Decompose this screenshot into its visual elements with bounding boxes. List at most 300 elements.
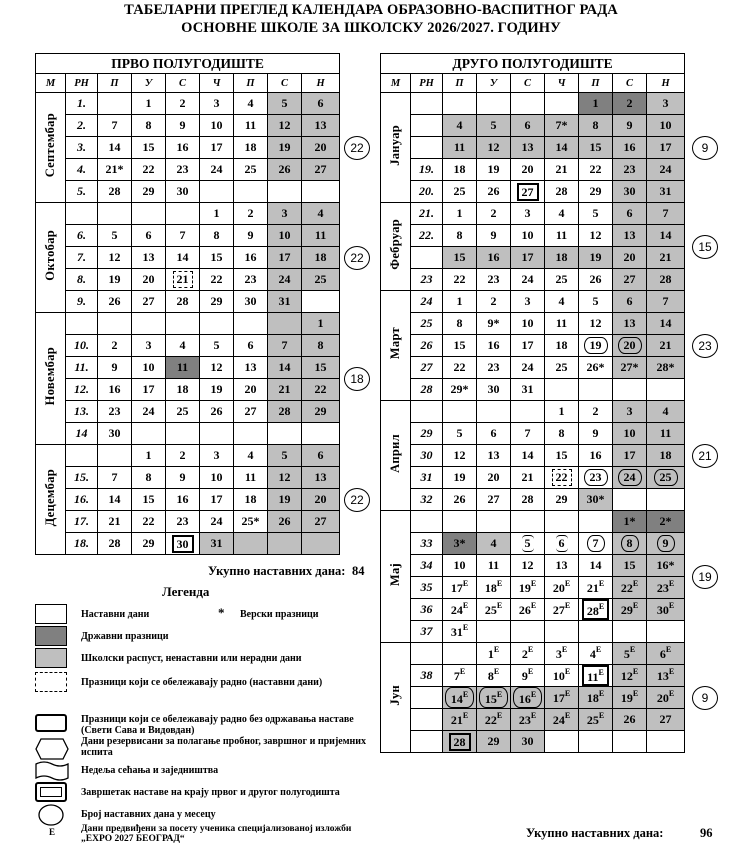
day-cell: 13 <box>302 467 340 489</box>
legend-state-holidays <box>35 626 375 648</box>
day-cell <box>647 379 685 401</box>
day-cell: 28 <box>647 269 685 291</box>
week-number <box>411 93 443 115</box>
month-name <box>381 511 411 643</box>
teaching-days-count: 9 <box>692 686 718 710</box>
day-cell: 13 <box>613 225 647 247</box>
week-number: 25 <box>411 313 443 335</box>
legend-expo-days <box>35 824 375 846</box>
day-cell: 13 <box>302 115 340 137</box>
day-cell <box>443 93 477 115</box>
day-cell <box>98 313 132 335</box>
day-cell: $20^E$ <box>647 687 685 709</box>
day-cell: 1 <box>443 291 477 313</box>
second_semester-title: ДРУГО ПОЛУГОДИШТЕ <box>381 54 685 74</box>
day-cell: 2 <box>234 203 268 225</box>
day-cell: $1^E$ <box>477 643 511 665</box>
week-row <box>36 203 340 225</box>
day-cell: 3 <box>511 291 545 313</box>
legend-school-break <box>35 648 375 670</box>
day-cell: 26 <box>200 401 234 423</box>
day-cell: 15 <box>613 555 647 577</box>
day-cell: 16 <box>613 137 647 159</box>
day-cell: 10 <box>268 225 302 247</box>
day-cell: $17^E$ <box>545 687 579 709</box>
day-cell: 12 <box>579 313 613 335</box>
day-cell: 2 <box>166 93 200 115</box>
day-cell: 15 <box>443 247 477 269</box>
day-marker: 19 <box>584 337 608 354</box>
day-cell: 9 <box>613 115 647 137</box>
day-cell: 10 <box>511 313 545 335</box>
day-cell: 16 <box>234 247 268 269</box>
day-cell: 12 <box>477 137 511 159</box>
legend-swatch-dark <box>35 626 67 646</box>
week-row <box>36 247 340 269</box>
day-cell: 13 <box>234 357 268 379</box>
day-cell: 1* <box>613 511 647 533</box>
day-cell <box>647 621 685 643</box>
day-cell: 8 <box>579 115 613 137</box>
day-cell: 17 <box>268 247 302 269</box>
day-cell: 24 <box>511 269 545 291</box>
week-row <box>381 687 685 709</box>
day-cell: 28 <box>98 181 132 203</box>
legend-label: Недеља сећања и заједништва <box>81 765 219 776</box>
day-cell: 27* <box>613 357 647 379</box>
day-cell: 10 <box>613 423 647 445</box>
day-cell <box>443 643 477 665</box>
week-row <box>381 511 685 533</box>
week-number: 18. <box>66 533 98 555</box>
day-cell <box>511 181 545 203</box>
day-cell: $24^E$ <box>545 709 579 731</box>
day-cell: 21 <box>98 511 132 533</box>
day-cell: 13 <box>613 313 647 335</box>
month-label: Децембар <box>43 468 57 527</box>
day-marker: 5 <box>522 535 534 552</box>
day-cell <box>579 533 613 555</box>
day-cell: 6 <box>613 291 647 313</box>
column-header: С <box>166 74 200 93</box>
week-row <box>381 599 685 621</box>
day-marker: $11^E$ <box>582 665 609 686</box>
day-cell: 29 <box>200 291 234 313</box>
week-number: 24 <box>411 291 443 313</box>
day-cell: 20 <box>613 247 647 269</box>
day-cell <box>511 533 545 555</box>
legend-expo-mark: Е <box>49 827 56 837</box>
day-cell: 18 <box>234 489 268 511</box>
legend-label: Број наставних дана у месецу <box>81 809 216 820</box>
day-cell: 12 <box>268 115 302 137</box>
day-cell: 4 <box>545 203 579 225</box>
legend-swatch-double-box <box>35 782 67 802</box>
week-number: 22. <box>411 225 443 247</box>
day-cell <box>166 203 200 225</box>
column-header: У <box>477 74 511 93</box>
day-cell <box>511 621 545 643</box>
column-header: С <box>268 74 302 93</box>
day-cell: 19 <box>477 159 511 181</box>
day-cell: $13^E$ <box>647 665 685 687</box>
day-cell: 14 <box>647 313 685 335</box>
column-header: У <box>132 74 166 93</box>
day-cell: 22 <box>200 269 234 291</box>
month-name <box>381 643 411 753</box>
day-cell: 4 <box>545 291 579 313</box>
week-row <box>36 445 340 467</box>
day-cell: $21^E$ <box>579 577 613 599</box>
day-cell: 1 <box>200 203 234 225</box>
day-cell: 5 <box>268 445 302 467</box>
day-cell: 7 <box>98 467 132 489</box>
day-cell: 21* <box>98 159 132 181</box>
month-name <box>381 291 411 401</box>
week-row <box>36 137 340 159</box>
week-number: 17. <box>66 511 98 533</box>
second-semester-total-label: Укупно наставних дана: <box>526 826 664 840</box>
week-number: 30 <box>411 445 443 467</box>
column-header: П <box>98 74 132 93</box>
day-cell: 14 <box>98 137 132 159</box>
legend-label: Дани резервисани за полагање пробног, завршног и пријемних испита <box>81 736 367 758</box>
day-cell <box>98 445 132 467</box>
day-cell <box>613 379 647 401</box>
week-number: 7. <box>66 247 98 269</box>
day-cell: 15 <box>200 247 234 269</box>
day-marker: 7 <box>587 535 605 552</box>
day-cell: $17^E$ <box>443 577 477 599</box>
day-cell: 24 <box>647 159 685 181</box>
day-cell: 22 <box>132 159 166 181</box>
day-cell: 3 <box>613 401 647 423</box>
week-row <box>381 489 685 511</box>
day-cell: 18 <box>647 445 685 467</box>
legend-remembrance-week <box>35 760 375 782</box>
week-number: 20. <box>411 181 443 203</box>
day-cell: 2 <box>613 93 647 115</box>
day-cell <box>477 621 511 643</box>
day-cell: 25* <box>234 511 268 533</box>
day-cell: 27 <box>613 269 647 291</box>
day-cell: 15 <box>132 489 166 511</box>
day-cell: 26 <box>477 181 511 203</box>
day-cell: 18 <box>545 247 579 269</box>
day-cell <box>234 181 268 203</box>
day-cell: 17 <box>200 489 234 511</box>
legend-label: Наставни дани <box>81 609 150 620</box>
column-header: М <box>381 74 411 93</box>
day-cell: 10 <box>200 467 234 489</box>
day-cell: 6 <box>132 225 166 247</box>
day-cell: 2* <box>647 511 685 533</box>
day-cell: 16* <box>647 555 685 577</box>
day-cell: 5 <box>98 225 132 247</box>
week-row <box>381 533 685 555</box>
day-cell: 18 <box>234 137 268 159</box>
legend-label: Дани предвиђени за посету ученика специјализованој изложби „EXPO 2027 БЕОГРАД“ <box>81 824 352 844</box>
day-cell: 15 <box>545 445 579 467</box>
day-cell: 2 <box>477 291 511 313</box>
week-row <box>381 467 685 489</box>
day-cell: 11 <box>545 225 579 247</box>
week-row <box>381 137 685 159</box>
day-cell <box>613 731 647 753</box>
day-marker: 28 <box>449 733 471 751</box>
day-cell: 20 <box>477 467 511 489</box>
day-cell: 5 <box>443 423 477 445</box>
month-label: Јануар <box>388 125 402 166</box>
circle-icon <box>38 804 64 826</box>
day-cell: 8 <box>132 115 166 137</box>
week-number: 31 <box>411 467 443 489</box>
column-header: РН <box>66 74 98 93</box>
day-cell: 24 <box>200 159 234 181</box>
day-cell: $23^E$ <box>647 577 685 599</box>
week-row <box>381 269 685 291</box>
day-cell: $25^E$ <box>579 709 613 731</box>
day-cell: 21 <box>511 467 545 489</box>
day-cell: $7^E$ <box>443 665 477 687</box>
week-row <box>381 115 685 137</box>
day-cell: $22^E$ <box>613 577 647 599</box>
day-cell: 3* <box>443 533 477 555</box>
week-row <box>36 313 340 335</box>
day-cell <box>302 533 340 555</box>
day-cell: 9 <box>234 225 268 247</box>
day-cell: 5 <box>200 335 234 357</box>
week-row <box>381 181 685 203</box>
day-cell <box>477 511 511 533</box>
day-marker: 21 <box>173 271 193 288</box>
day-cell <box>613 467 647 489</box>
day-cell: 20 <box>132 269 166 291</box>
day-cell: 19 <box>98 269 132 291</box>
first-semester-total-label: Укупно наставних дана: <box>208 564 346 578</box>
day-cell: 13 <box>545 555 579 577</box>
month-name <box>36 313 66 445</box>
column-header: М <box>36 74 66 93</box>
week-row <box>36 93 340 115</box>
day-cell: $12^E$ <box>613 665 647 687</box>
day-cell: $9^E$ <box>511 665 545 687</box>
day-cell: $21^E$ <box>443 709 477 731</box>
day-cell: 4 <box>443 115 477 137</box>
day-marker: $15^E$ <box>479 687 508 708</box>
day-cell <box>545 511 579 533</box>
column-header: РН <box>411 74 443 93</box>
week-row <box>381 335 685 357</box>
day-cell: 17 <box>511 247 545 269</box>
day-cell: 5 <box>477 115 511 137</box>
second-semester-total: 96 <box>700 826 713 840</box>
day-cell: 25 <box>234 159 268 181</box>
week-number: 29 <box>411 423 443 445</box>
day-cell: 16 <box>579 445 613 467</box>
day-cell: 1 <box>443 203 477 225</box>
day-cell: $18^E$ <box>579 687 613 709</box>
day-cell: $25^E$ <box>477 599 511 621</box>
month-label: Април <box>388 434 402 473</box>
day-cell: 15 <box>302 357 340 379</box>
month-name <box>381 203 411 291</box>
day-cell: 7 <box>98 115 132 137</box>
week-number: 21. <box>411 203 443 225</box>
day-cell: 22 <box>443 269 477 291</box>
day-cell <box>477 687 511 709</box>
column-header: П <box>234 74 268 93</box>
day-cell: 17 <box>132 379 166 401</box>
week-row <box>36 115 340 137</box>
day-cell: 30 <box>166 181 200 203</box>
day-cell: $22^E$ <box>477 709 511 731</box>
day-cell: 3 <box>268 203 302 225</box>
month-label: Новембар <box>43 347 57 406</box>
week-number: 23 <box>411 269 443 291</box>
day-cell <box>647 467 685 489</box>
week-number: 19. <box>411 159 443 181</box>
day-cell: 7 <box>647 203 685 225</box>
column-header: Ч <box>545 74 579 93</box>
day-cell: 28 <box>98 533 132 555</box>
legend-swatch-dashed <box>35 672 67 692</box>
week-number: 8. <box>66 269 98 291</box>
first_semester-title: ПРВО ПОЛУГОДИШТЕ <box>36 54 340 74</box>
day-cell: 29* <box>443 379 477 401</box>
day-cell <box>579 511 613 533</box>
legend-swatch-gray <box>35 648 67 668</box>
day-cell: 15 <box>443 335 477 357</box>
day-cell: 14 <box>166 247 200 269</box>
day-cell: 10 <box>647 115 685 137</box>
week-number: 14 <box>66 423 98 445</box>
week-number <box>411 687 443 709</box>
week-number: 5. <box>66 181 98 203</box>
day-cell: $4^E$ <box>579 643 613 665</box>
day-cell: 17 <box>511 335 545 357</box>
day-cell: 30* <box>579 489 613 511</box>
day-cell: 6 <box>302 445 340 467</box>
day-cell <box>302 291 340 313</box>
day-cell: $5^E$ <box>613 643 647 665</box>
day-cell: 11 <box>166 357 200 379</box>
day-cell: 18 <box>545 335 579 357</box>
week-row <box>381 313 685 335</box>
day-cell: 15 <box>579 137 613 159</box>
day-cell: 14 <box>98 489 132 511</box>
day-cell: 1 <box>132 445 166 467</box>
day-cell: 9 <box>166 115 200 137</box>
week-row <box>381 643 685 665</box>
day-cell: 28* <box>647 357 685 379</box>
month-label: Мај <box>388 562 402 587</box>
day-marker: 24 <box>618 469 642 486</box>
day-cell <box>579 731 613 753</box>
day-cell <box>579 621 613 643</box>
day-cell <box>511 93 545 115</box>
week-row <box>381 93 685 115</box>
legend-label: Завршетак наставе на крају првог и другог полугодишта <box>81 787 340 798</box>
day-cell <box>132 313 166 335</box>
day-marker: 9 <box>657 535 675 552</box>
day-cell: 28 <box>545 181 579 203</box>
day-cell: 28 <box>511 489 545 511</box>
day-cell: 3 <box>200 93 234 115</box>
month-label: Септембар <box>43 113 57 178</box>
day-cell: 30 <box>98 423 132 445</box>
day-cell: 12 <box>268 467 302 489</box>
day-marker: 20 <box>618 337 642 354</box>
day-cell: 20 <box>302 137 340 159</box>
day-cell: 6 <box>613 203 647 225</box>
column-header: П <box>443 74 477 93</box>
day-cell: 29 <box>579 181 613 203</box>
day-cell: 9 <box>98 357 132 379</box>
week-number <box>411 511 443 533</box>
day-cell <box>132 423 166 445</box>
week-row <box>36 533 340 555</box>
day-cell: 21 <box>647 247 685 269</box>
day-cell: 3 <box>132 335 166 357</box>
day-cell: 28 <box>268 401 302 423</box>
day-cell: $18^E$ <box>477 577 511 599</box>
day-cell: 4 <box>302 203 340 225</box>
day-cell: 2 <box>579 401 613 423</box>
month-label: Јун <box>388 685 402 706</box>
legend-label: Школски распуст, ненаставни или нерадни дани <box>81 653 302 664</box>
day-cell: 18 <box>302 247 340 269</box>
month-label: Октобар <box>43 230 57 281</box>
day-cell <box>545 731 579 753</box>
day-cell <box>443 731 477 753</box>
day-cell <box>647 731 685 753</box>
day-cell: 22 <box>302 379 340 401</box>
day-cell: 26 <box>443 489 477 511</box>
day-cell: 9 <box>477 225 511 247</box>
day-cell: 13 <box>511 137 545 159</box>
day-cell: 23 <box>166 159 200 181</box>
week-row <box>36 269 340 291</box>
week-number: 6. <box>66 225 98 247</box>
day-cell: 16 <box>166 137 200 159</box>
day-cell: 27 <box>477 489 511 511</box>
day-cell: $29^E$ <box>613 599 647 621</box>
day-cell: 15 <box>132 137 166 159</box>
day-cell: 25 <box>302 269 340 291</box>
month-name <box>381 401 411 511</box>
day-cell: $3^E$ <box>545 643 579 665</box>
week-number: 38 <box>411 665 443 687</box>
week-row <box>381 577 685 599</box>
week-number: 27 <box>411 357 443 379</box>
day-marker: $16^E$ <box>513 687 542 708</box>
legend-working-holidays <box>35 672 375 694</box>
day-cell: 19 <box>200 379 234 401</box>
day-cell: 8 <box>200 225 234 247</box>
week-row <box>381 709 685 731</box>
day-cell: 31 <box>647 181 685 203</box>
day-marker: 22 <box>552 469 572 486</box>
day-cell <box>268 313 302 335</box>
day-cell: 25 <box>545 269 579 291</box>
day-cell <box>613 533 647 555</box>
day-cell: 16 <box>477 247 511 269</box>
day-cell: 16 <box>477 335 511 357</box>
day-cell: 27 <box>302 511 340 533</box>
day-cell <box>302 423 340 445</box>
day-cell <box>613 489 647 511</box>
